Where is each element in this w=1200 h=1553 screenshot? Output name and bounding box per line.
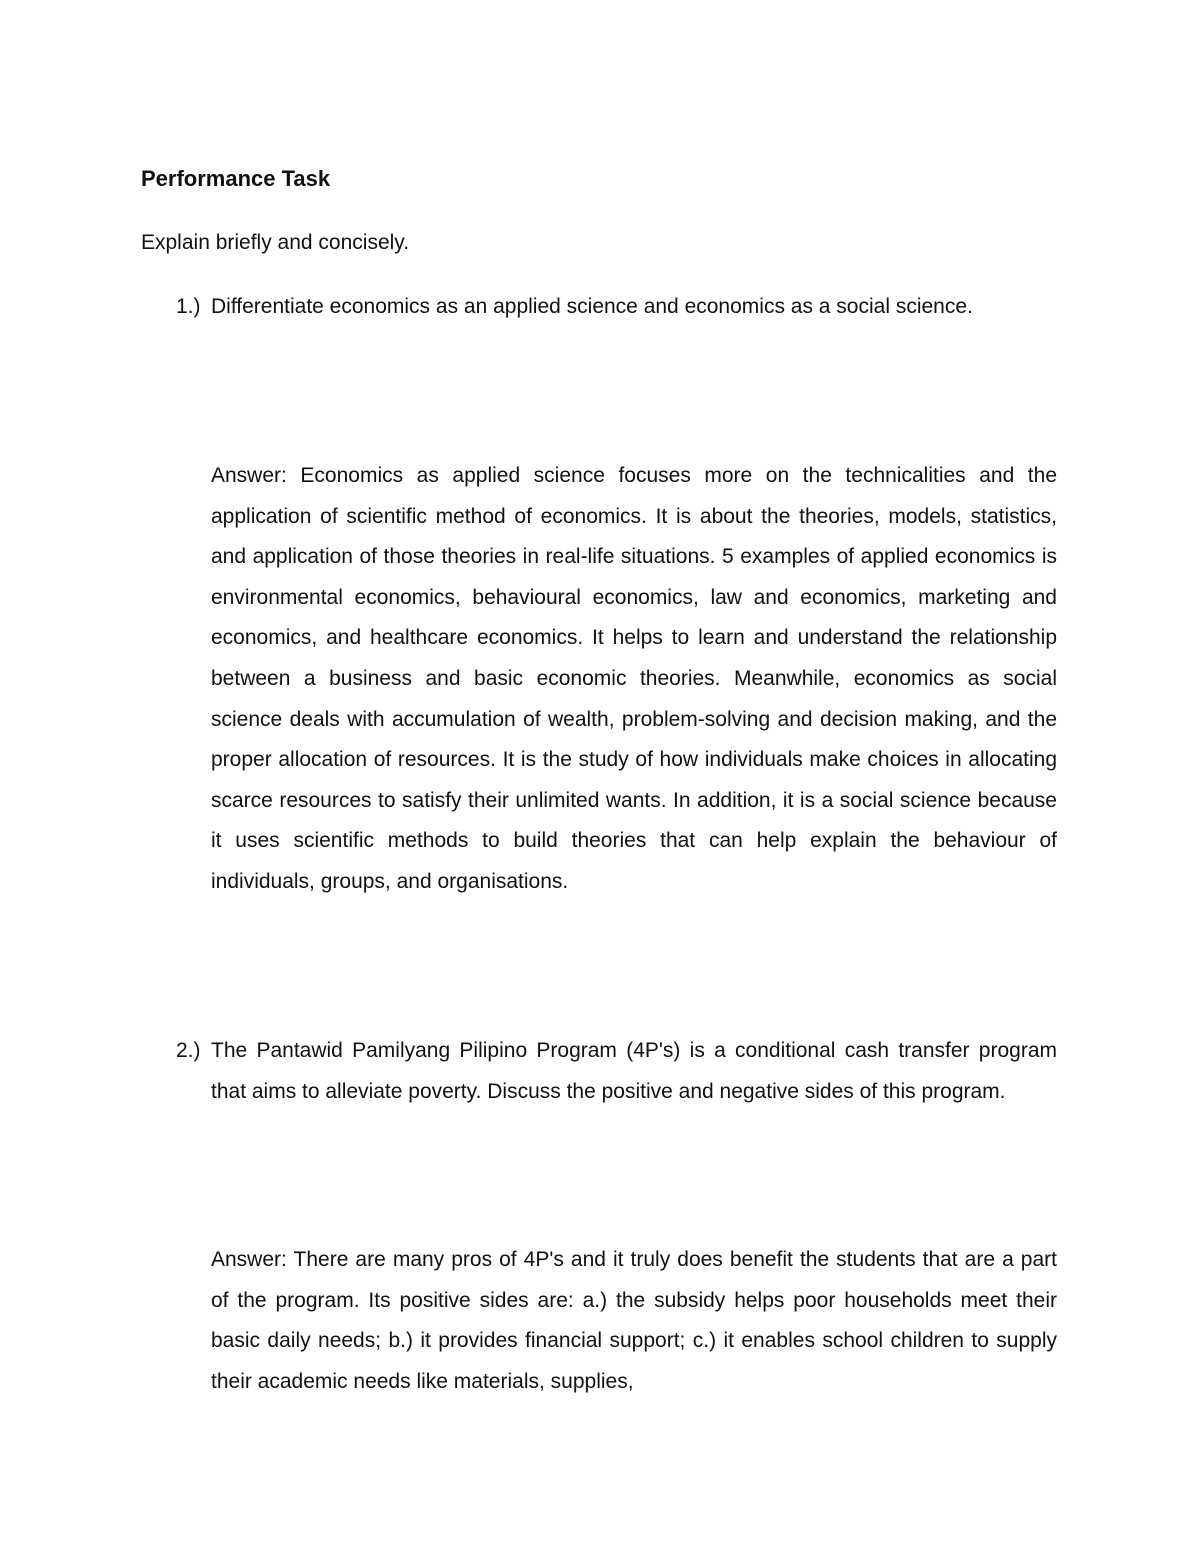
answer-text: Answer: Economics as applied science focuses more on the technicalities and the application of scientific method of economics. It is about the theories, models, statistics, and application of those theories in real-life situations. 5 examples of applied economics is environmental economics, behavioural economics, law and economics, marketing and economics, and healthcare economics. It helps to learn and understand the relationship between a business and basic economic theories. Meanwhile, economics as social science deals with accumulation of wealth, problem-solving and decision making, and the proper allocation of resources. It is the study of how individuals make choices in allocating scarce resources to satisfy their unlimited wants. In addition, it is a social science because it uses scientific methods to build theories that can help explain the behaviour of individuals, groups, and organisations. [211,464,1057,893]
question-number: 2.) [176,1039,201,1062]
question-text: Differentiate economics as an applied science and economics as a social science. [211,295,973,318]
answer-text: Answer: There are many pros of 4P's and it truly does benefit the students that are a part of the program. Its positive sides are: a.) the subsidy helps poor households meet their basic daily needs; b.) it provides financial support; c.) it enables school children to supply their academic needs like materials, supplies, [211,1248,1057,1393]
page-title: Performance Task [141,166,331,191]
question-number: 1.) [176,295,201,318]
instruction-text: Explain briefly and concisely. [141,231,410,254]
question-text: The Pantawid Pamilyang Pilipino Program (4P's) is a conditional cash transfer program that aims to alleviate poverty. Discuss the positive and negative sides of this program. [211,1039,1057,1103]
